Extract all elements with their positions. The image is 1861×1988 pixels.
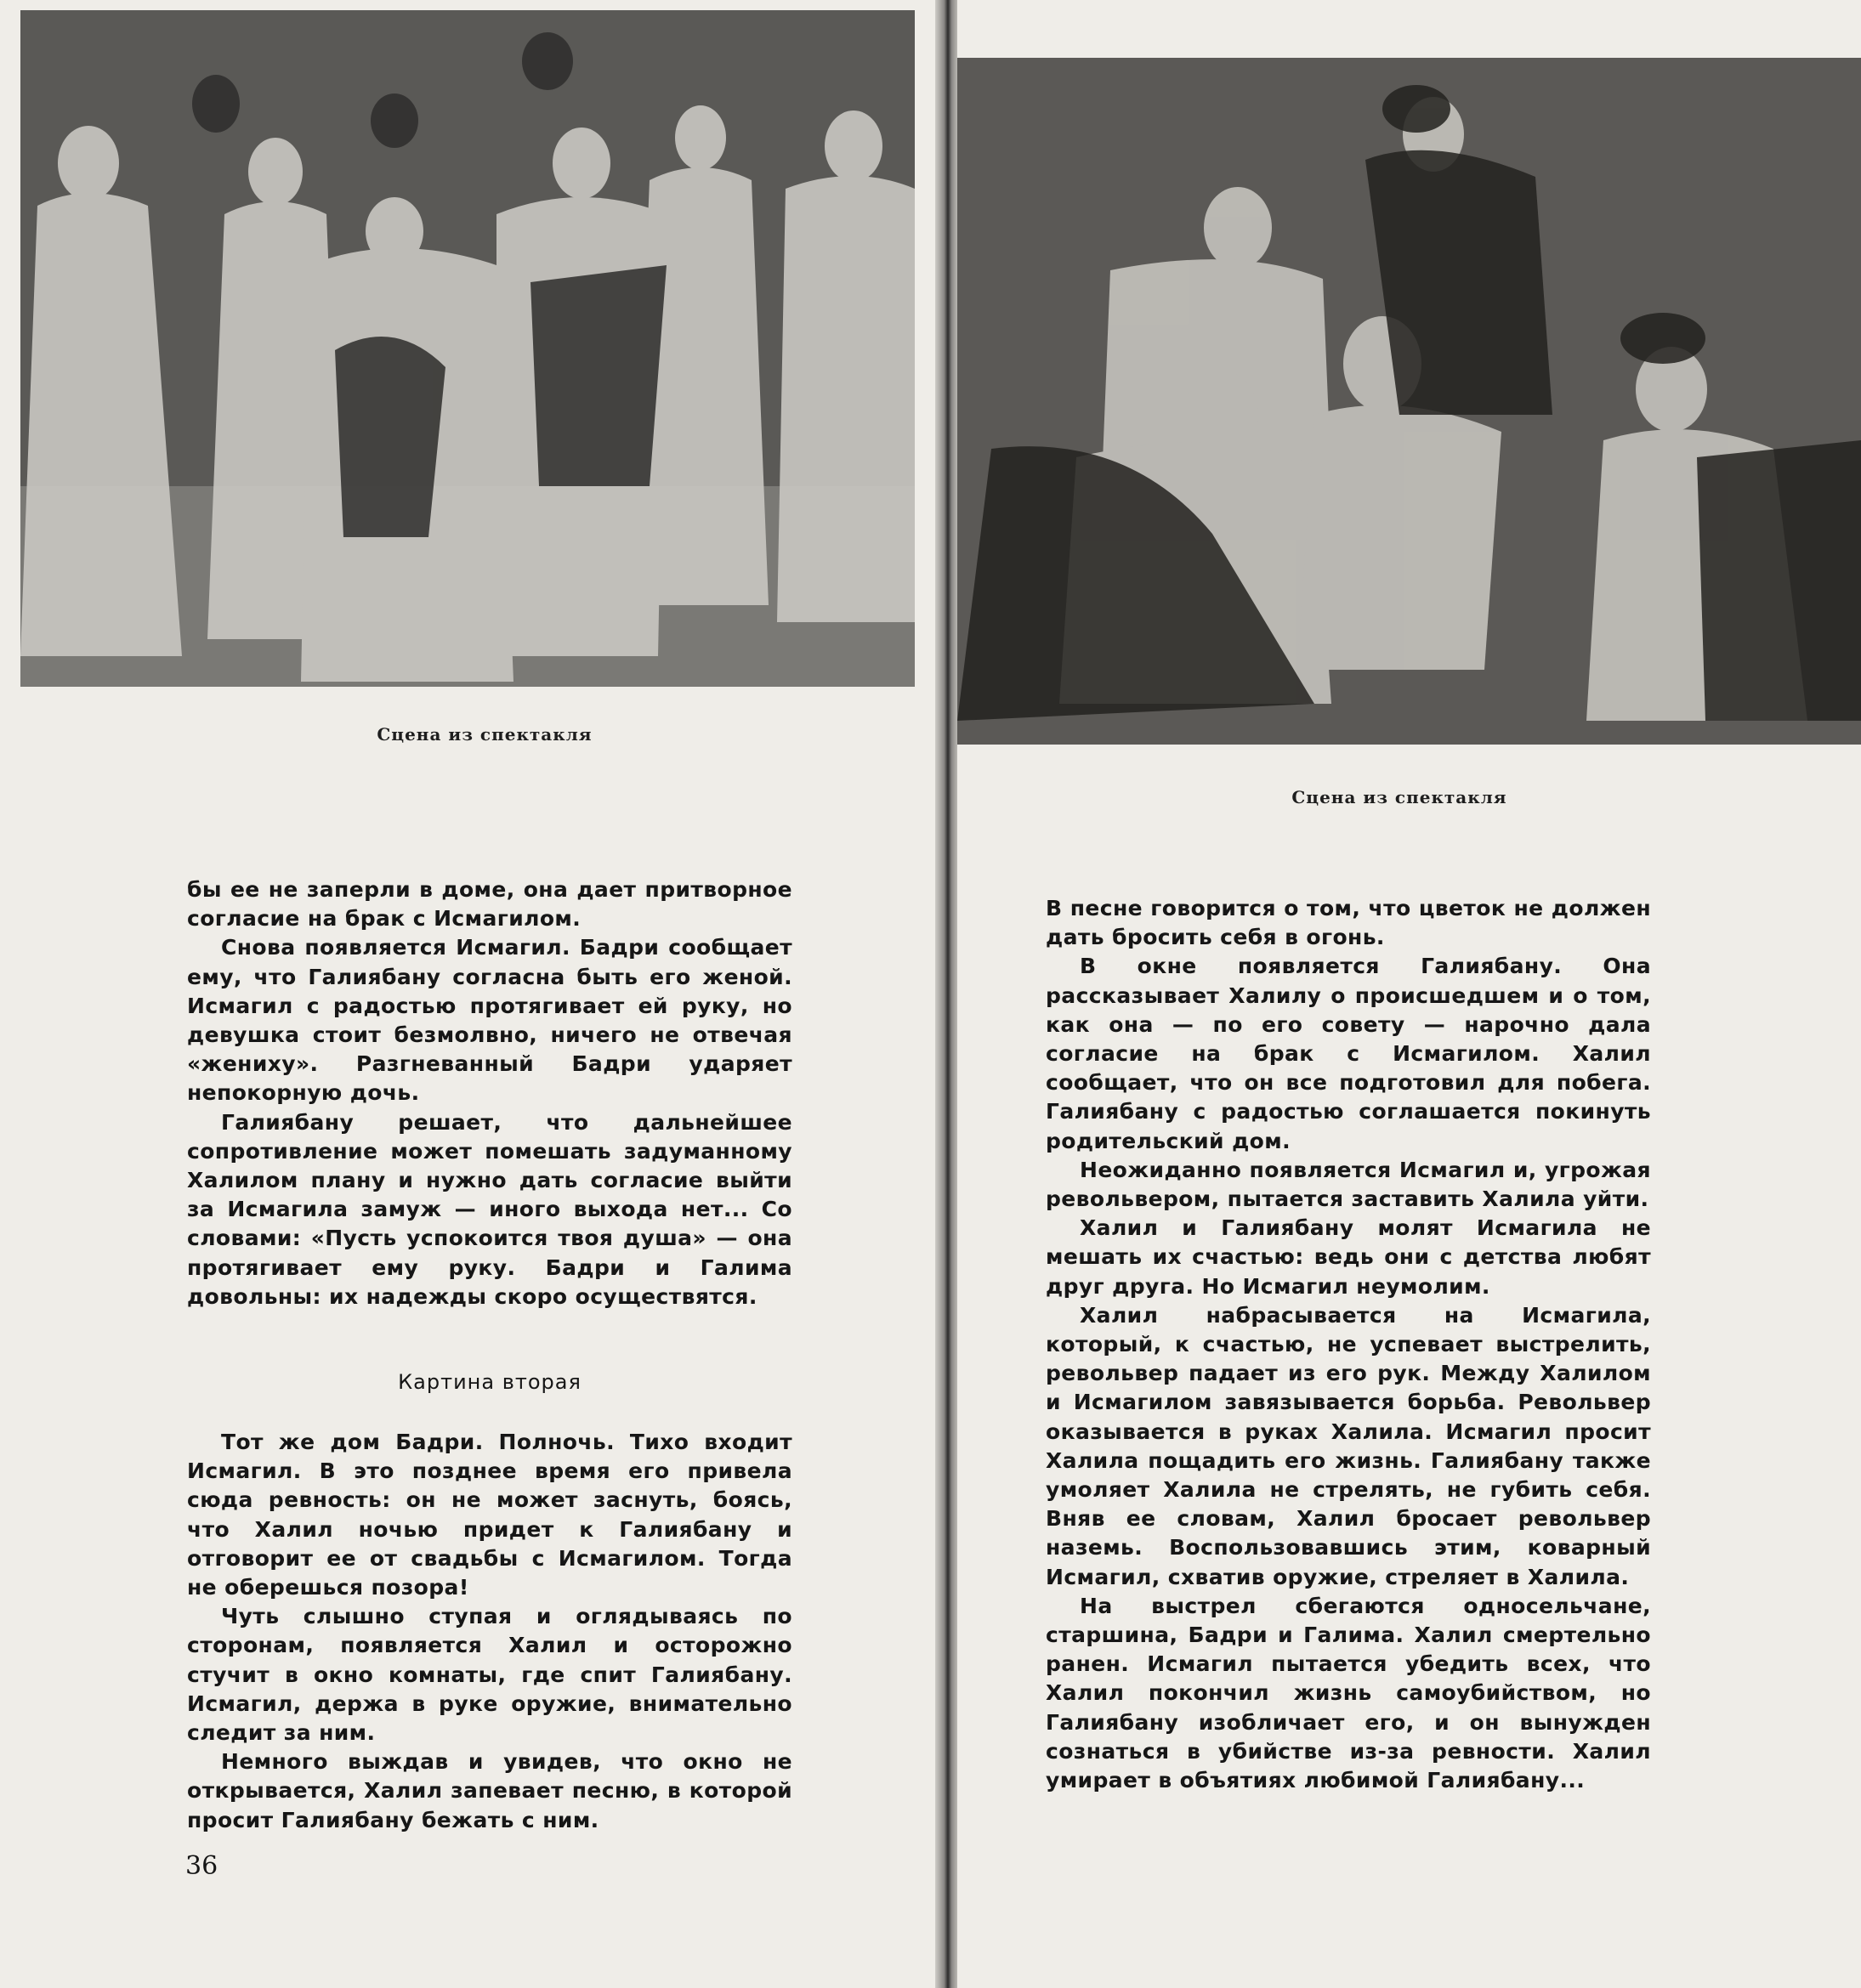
right-paragraph-6: На выстрел сбегаются односельчане, старшина, Бадри и Галима. Халил смертельно ранен. Исмагил пытается убедить всех, что Халил покончил жизнь самоубийством, но Галиябану изобличает его, и он вынужден сознаться в убийстве из-за ревности. Халил умирает в объятиях любимой Галиябану...	[1046, 1593, 1651, 1793]
left-text-top	[187, 875, 792, 1311]
left-text-bottom	[187, 1428, 792, 1835]
left-paragraph-6: Немного выждав и увидев, что окно не открывается, Халил запевает песню, в которой просит Галиябану бежать с ним.	[187, 1749, 792, 1832]
stage-scene-photo-icon	[20, 10, 915, 687]
left-paragraph-5: Чуть слышно ступая и оглядываясь по сторонам, появляется Халил и осторожно стучит в окно комнаты, где спит Галиябану. Исмагил, держа в руке оружие, внимательно следит за ним.	[187, 1604, 792, 1746]
right-text	[1046, 894, 1651, 1795]
right-stage-photo	[957, 58, 1861, 745]
right-paragraph-4: Халил и Галиябану молят Исмагила не мешать их счастью: ведь они с детства любят друг друга. Но Исмагил неумолим.	[1046, 1215, 1651, 1299]
left-stage-photo	[20, 10, 915, 687]
page-number: 36	[185, 1851, 218, 1881]
left-paragraph-2: Снова появляется Исмагил. Бадри сообщает ему, что Галиябану согласна быть его женой. Исмагил с радостью протягивает ей руку, но девушка стоит безмолвно, ничего не отвечая «жениху». Разгневанный Бадри ударяет непокорную дочь.	[187, 935, 792, 1106]
left-photo-caption: Сцена из спектакля	[377, 724, 593, 745]
right-paragraph-1: В песне говорится о том, что цветок не должен дать бросить себя в огонь.	[1046, 896, 1651, 950]
right-paragraph-5: Халил набрасывается на Исмагила, который, к счастью, не успевает выстрелить, револьвер падает из его рук. Между Халилом и Исмагилом завязывается борьба. Револьвер оказывается в руках Халила. Исмагил просит Халила пощадить его жизнь. Галиябану также умоляет Халила не стрелять, не губить себя. Вняв ее словам, Халил бросает револьвер наземь. Воспользовавшись этим, коварный Исмагил, схватив оружие, стреляет в Халила.	[1046, 1302, 1651, 1589]
left-paragraph-1: бы ее не заперли в доме, она дает притворное согласие на брак с Исмагилом.	[187, 877, 792, 932]
right-paragraph-3: Неожиданно появляется Исмагил и, угрожая револьвером, пытается заставить Халила уйти.	[1046, 1157, 1651, 1212]
left-paragraph-3: Галиябану решает, что дальнейшее сопротивление может помешать задуманному Халилом плану и нужно дать согласие выйти за Исмагила замуж — иного выхода нет... Со словами: «Пусть успокоится твоя душа» — она протягивает ему руку. Бадри и Галима довольны: их надежды скоро осуществятся.	[187, 1109, 792, 1309]
section-title: Картина вторая	[398, 1370, 582, 1394]
stage-scene-photo-icon	[957, 58, 1861, 745]
left-paragraph-4: Тот же дом Бадри. Полночь. Тихо входит Исмагил. В это позднее время его привела сюда ревность: он не может заснуть, боясь, что Халил ночью придет к Галиябану и отговорит ее от свадьбы с Исмагилом. Тогда не оберешься позора!	[187, 1430, 792, 1600]
right-page	[957, 0, 1861, 1988]
right-photo-caption: Сцена из спектакля	[1291, 787, 1507, 807]
right-paragraph-2: В окне появляется Галиябану. Она рассказывает Халилу о происшедшем и о том, как она — по его совету — нарочно дала согласие на брак с Исмагилом. Халил сообщает, что он все подготовил для побега. Галиябану с радостью соглашается покинуть родительский дом.	[1046, 954, 1651, 1153]
